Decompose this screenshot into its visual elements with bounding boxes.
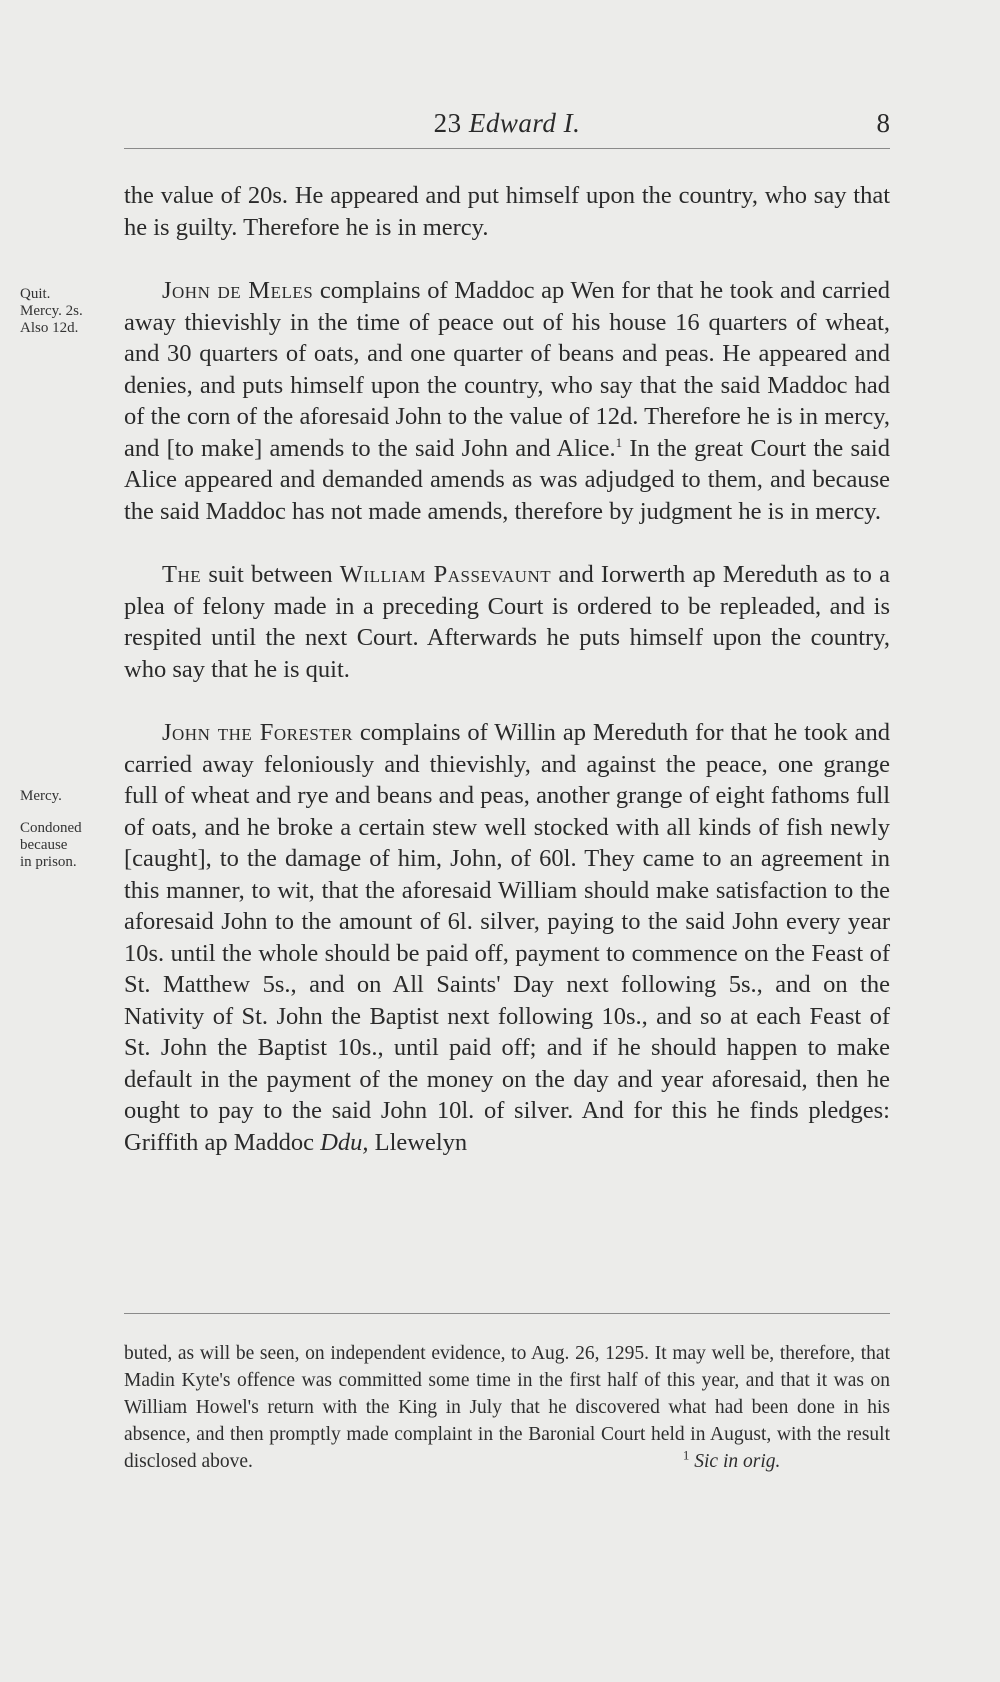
paragraph-john-de-meles (124, 275, 890, 527)
footnote-number: 1 (682, 1447, 690, 1463)
paragraph-text: and Iorwerth ap Mereduth as to a plea of felony made in a preceding Court is ordered to be repleaded, and is respited until the next Court. Afterwards he puts himself upon the country, who say that he is quit. (124, 561, 890, 683)
plaintiff-name: John de Meles (162, 277, 314, 304)
margin-note-line: Mercy. (20, 788, 62, 804)
paragraph-john-the-forester (124, 717, 890, 1158)
running-head (124, 108, 890, 149)
page-number: 8 (876, 108, 890, 138)
footnote-divider (124, 1313, 890, 1314)
margin-note-line: Condoned (20, 820, 82, 836)
page-title (124, 108, 890, 139)
footnote-1 (682, 1447, 781, 1472)
footnotes (124, 1340, 890, 1475)
paragraph-text: complains of Willin ap Mereduth for that he took and carried away feloniously and thievishly, and against the peace, one grange full of wheat and rye and beans and peas, another grange of eight fathoms full of oats, and he broke a certain stew well stocked with all kinds of fish newly [caught], to the damage of him, John, of 60l. They came to an agreement in this manner, to wit, that the aforesaid William should make satisfaction to the aforesaid John to the amount of 6l. silver, paying to the said John every year 10s. until the whole should be paid off, payment to commence on the Feast of St. Matthew 5s., and on All Saints' Day next following 5s., and on the Nativity of St. John the Baptist next following 10s., and so at each Feast of St. John the Baptist 10s., until paid off; and if he should happen to make default in the payment of the money on the day and year aforesaid, then he ought to pay to the said John 10l. of silver. And for this he finds pledges: Griffith ap Maddoc (124, 719, 890, 1156)
paragraph-text: In the great Court the said Alice appeared and demanded amends as was adjudged to them, and because the said Maddoc has not made amends, therefore by judgment he is in mercy. (124, 434, 890, 525)
footnote-continued: buted, as will be seen, on independent evidence, to Aug. 26, 1295. It may well be, therefore, that Madin Kyte's offence was committed some time in the first half of this year, and that it was on William Howel's return with the King in July that he discovered what had been done in his absence, and then promptly made complaint in the Baronial Court held in August, with the result disclosed above. (124, 1343, 890, 1472)
margin-note-condoned (20, 820, 112, 871)
paragraph-continued: the value of 20s. He appeared and put himself upon the country, who say that he is guilty. Therefore he is in mercy. (124, 182, 890, 241)
plaintiff-name: William Passevaunt (339, 561, 552, 588)
footnote-reference: 1 (615, 434, 623, 450)
paragraph-text: complains of Maddoc ap Wen for that he took and carried away thievishly in the time of peace out of his house 16 quarters of wheat, and 30 quarters of oats, and one quarter of beans and peas. He appeared and denies, and puts himself upon the country, who say that the said Maddoc had of the corn of the aforesaid John to the value of 12d. Therefore he is in mercy, and [to make] amends to the said John and Alice. (124, 277, 890, 462)
paragraph-lead: The (162, 561, 202, 588)
footnote-text: Sic in orig. (689, 1451, 781, 1472)
margin-note-mercy (20, 788, 112, 805)
margin-note-quit-mercy (20, 286, 112, 337)
title-king: Edward I. (468, 108, 581, 138)
margin-note-line: Also 12d. (20, 320, 79, 336)
margin-note-line: because (20, 837, 68, 853)
title-regnal-year: 23 (433, 108, 462, 138)
paragraph-text: Llewelyn (368, 1128, 468, 1156)
paragraph-text: suit between (201, 561, 340, 588)
italic-epithet: Ddu, (320, 1128, 369, 1156)
margin-note-line: Mercy. 2s. (20, 303, 83, 319)
margin-note-line: in prison. (20, 854, 77, 870)
paragraph-passevaunt (124, 559, 890, 685)
margin-note-line: Quit. (20, 286, 51, 302)
plaintiff-name: John the Forester (162, 719, 353, 746)
body-text (124, 180, 890, 1158)
